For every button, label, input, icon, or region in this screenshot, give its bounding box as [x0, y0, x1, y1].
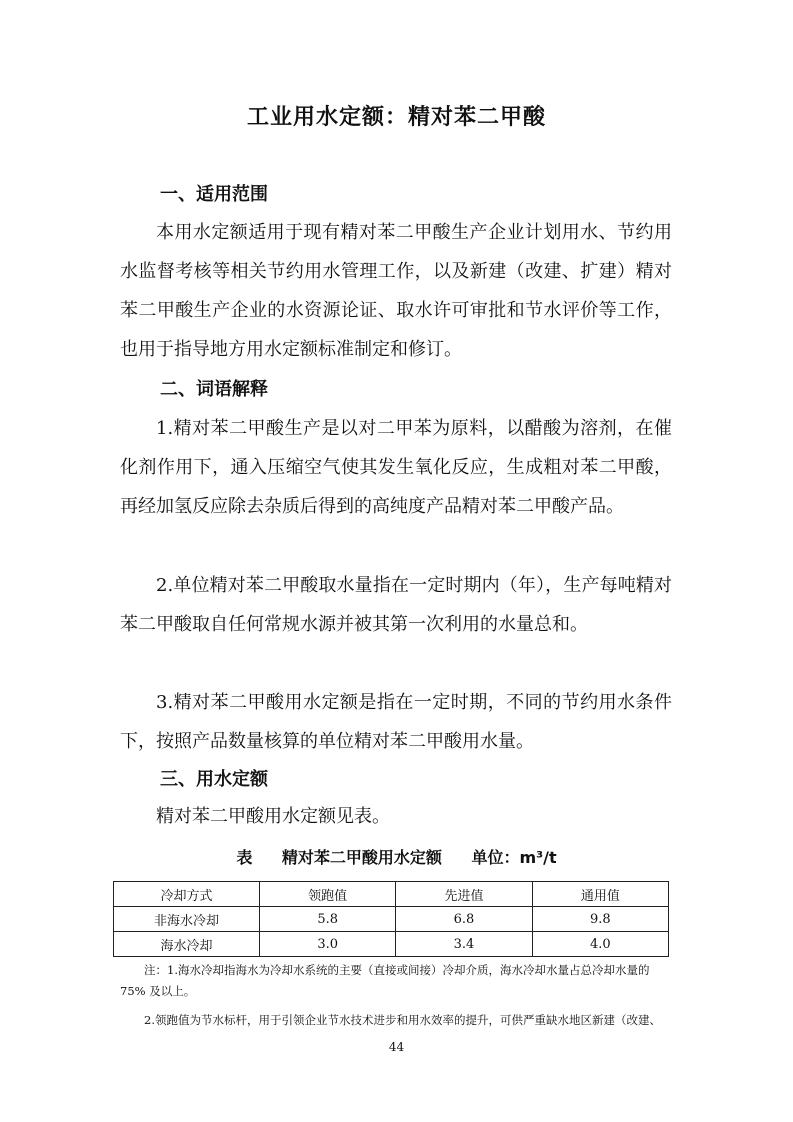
term-item-2: 2.单位精对苯二甲酸取水量指在一定时期内（年），生产每吨精对苯二甲酸取自任何常规水源并被其第一次利用的水量总和。 — [120, 575, 672, 635]
scope-paragraph: 本用水定额适用于现有精对苯二甲酸生产企业计划用水、节约用水监督考核等相关节约用水管理工作，以及新建（改建、扩建）精对苯二甲酸生产企业的水资源论证、取水许可审批和节水评价等工作，也用于指导地方用水定额标准制定和修订。 — [120, 222, 672, 360]
table-cell: 4.0 — [532, 932, 668, 957]
table-cell: 6.8 — [396, 907, 532, 932]
table-note-1: 注：1.海水冷却指海水为冷却水系统的主要（直接或间接）冷却介质，海水冷却水量占总冷却水量的 75% 及以上。 — [120, 963, 650, 998]
table-header-cell: 冷却方式 — [114, 882, 260, 907]
table-cell: 非海水冷却 — [114, 907, 260, 932]
table-caption-unit: 单位：m³/t — [471, 848, 557, 867]
term-item-3: 3.精对苯二甲酸用水定额是指在一定时期，不同的节约用水条件下，按照产品数量核算的单位精对苯二甲酸用水量。 — [120, 692, 672, 752]
table-caption-prefix: 表 — [236, 848, 253, 867]
table-header-row — [114, 882, 669, 907]
table-header-cell: 领跑值 — [260, 882, 396, 907]
table-note-2: 2.领跑值为节水标杆，用于引领企业节水技术进步和用水效率的提升，可供严重缺水地区新建（改建、 — [144, 1013, 661, 1027]
section-heading-scope: 一、适用范围 — [160, 184, 268, 205]
table-caption-title: 精对苯二甲酸用水定额 — [281, 848, 442, 867]
table-header-cell: 先进值 — [396, 882, 532, 907]
table-header-cell: 通用值 — [532, 882, 668, 907]
table-cell: 9.8 — [532, 907, 668, 932]
quota-paragraph: 精对苯二甲酸用水定额见表。 — [156, 806, 390, 827]
table-caption — [0, 845, 793, 868]
section-heading-terms: 二、词语解释 — [160, 379, 268, 400]
table-cell: 海水冷却 — [114, 932, 260, 957]
table-cell: 5.8 — [260, 907, 396, 932]
table-row — [114, 907, 669, 932]
term-item-1: 1.精对苯二甲酸生产是以对二甲苯为原料，以醋酸为溶剂，在催化剂作用下，通入压缩空气使其发生氧化反应，生成粗对苯二甲酸，再经加氢反应除去杂质后得到的高纯度产品精对苯二甲酸产品。 — [120, 418, 672, 517]
section-heading-quota: 三、用水定额 — [160, 769, 268, 790]
water-quota-table — [113, 881, 669, 957]
document-title: 工业用水定额：精对苯二甲酸 — [246, 105, 546, 130]
table-cell: 3.0 — [260, 932, 396, 957]
page-number: 44 — [388, 1040, 405, 1054]
table-row — [114, 932, 669, 957]
table-cell: 3.4 — [396, 932, 532, 957]
